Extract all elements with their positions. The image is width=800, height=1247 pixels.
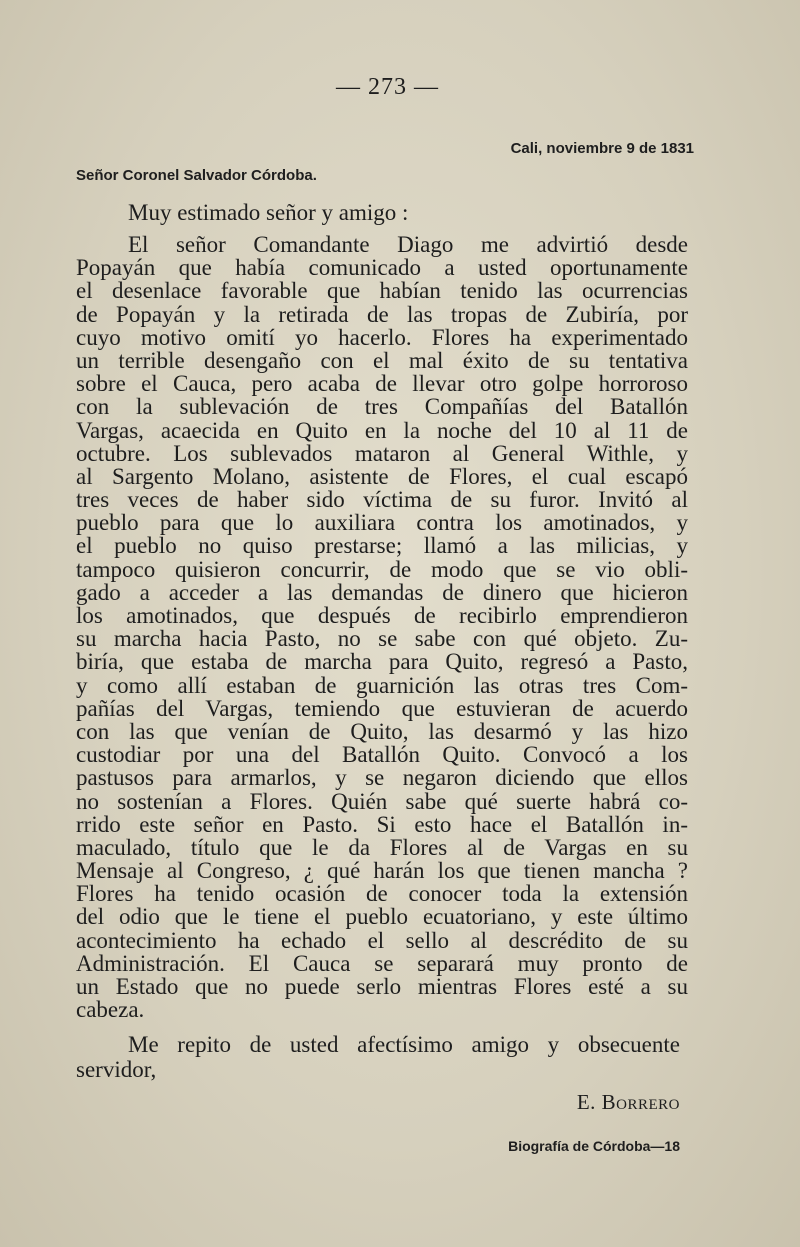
- body-line: cuyo motivo omití yo hacerlo. Flores ha experimentado: [76, 324, 688, 350]
- body-line: al Sargento Molano, asistente de Flores, el cual escapó: [76, 463, 688, 489]
- closing-line: Me repito de usted afectísimo amigo y obsecuente: [128, 1032, 680, 1057]
- body-line: del odio que le tiene el pueblo ecuatoriano, y este último: [76, 904, 688, 930]
- body-line: su marcha hacia Pasto, no se sabe con qué objeto. Zu-: [76, 626, 688, 652]
- body-line: el pueblo no quiso prestarse; llamó a las milicias, y: [76, 533, 688, 559]
- body-line: acontecimiento ha echado el sello al descrédito de su: [76, 927, 688, 953]
- body-line: octubre. Los sublevados mataron al General Withle, y: [76, 440, 688, 466]
- body-line: maculado, título que le da Flores al de Vargas en su: [76, 834, 688, 860]
- body-line: un Estado que no puede serlo mientras Flores esté a su: [76, 974, 688, 999]
- body-line: no sostenían a Flores. Quién sabe qué suerte habrá co-: [76, 788, 688, 814]
- body-line: custodiar por una del Batallón Quito. Convocó a los: [76, 742, 688, 768]
- body-line: rrido este señor en Pasto. Si esto hace el Batallón in-: [76, 811, 688, 837]
- page-number: — 273 —: [336, 74, 439, 100]
- body-line: pueblo para que lo auxiliara contra los amotinados, y: [76, 510, 688, 536]
- body-line: de Popayán y la retirada de las tropas de Zubiría, por: [76, 301, 688, 327]
- body-line: Vargas, acaecida en Quito en la noche del 10 al 11 de: [76, 417, 688, 443]
- recipient: Señor Coronel Salvador Córdoba.: [76, 167, 317, 184]
- body-line: cabeza.: [76, 997, 145, 1023]
- body-line: y como allí estaban de guarnición las otras tres Com-: [76, 672, 688, 698]
- body-line: gado a acceder a las demandas de dinero que hicieron: [76, 579, 688, 605]
- body-line: con la sublevación de tres Compañías del Batallón: [76, 394, 688, 420]
- body-line: tres veces de haber sido víctima de su furor. Invitó al: [76, 487, 688, 513]
- body-line: un terrible desengaño con el mal éxito de su tentativa: [76, 347, 688, 373]
- body-line: pastusos para armarlos, y se negaron diciendo que ellos: [76, 765, 688, 791]
- footer-note: Biografía de Córdoba—18: [508, 1138, 680, 1154]
- body-line: Administración. El Cauca se separará muy pronto de: [76, 950, 688, 976]
- salutation: Muy estimado señor y amigo :: [128, 200, 409, 225]
- body-line: con las que venían de Quito, las desarmó y las hizo: [76, 718, 688, 744]
- body-line: Popayán que había comunicado a usted oportunamente: [76, 255, 688, 281]
- body-line: El señor Comandante Diago me advirtió desde: [128, 232, 688, 257]
- body-line: el desenlace favorable que habían tenido las ocurrencias: [76, 278, 688, 304]
- dateline: Cali, noviembre 9 de 1831: [510, 140, 694, 157]
- body-line: biría, que estaba de marcha para Quito, regresó a Pasto,: [76, 649, 688, 675]
- body-line: sobre el Cauca, pero acaba de llevar otro golpe horroroso: [76, 371, 688, 397]
- closing: [76, 1032, 680, 1082]
- body-line: los amotinados, que después de recibirlo emprendieron: [76, 603, 688, 628]
- signature: E. Borrero: [576, 1090, 680, 1114]
- closing-line: servidor,: [76, 1057, 157, 1082]
- body-line: tampoco quisieron concurrir, de modo que se vio obli-: [76, 556, 688, 582]
- body-line: Mensaje al Congreso, ¿ qué harán los que tienen mancha ?: [76, 858, 688, 884]
- body-line: pañías del Vargas, temiendo que estuvieran de acuerdo: [76, 695, 688, 721]
- body-line: Flores ha tenido ocasión de conocer toda la extensión: [76, 881, 688, 907]
- letter-body: [76, 233, 688, 1021]
